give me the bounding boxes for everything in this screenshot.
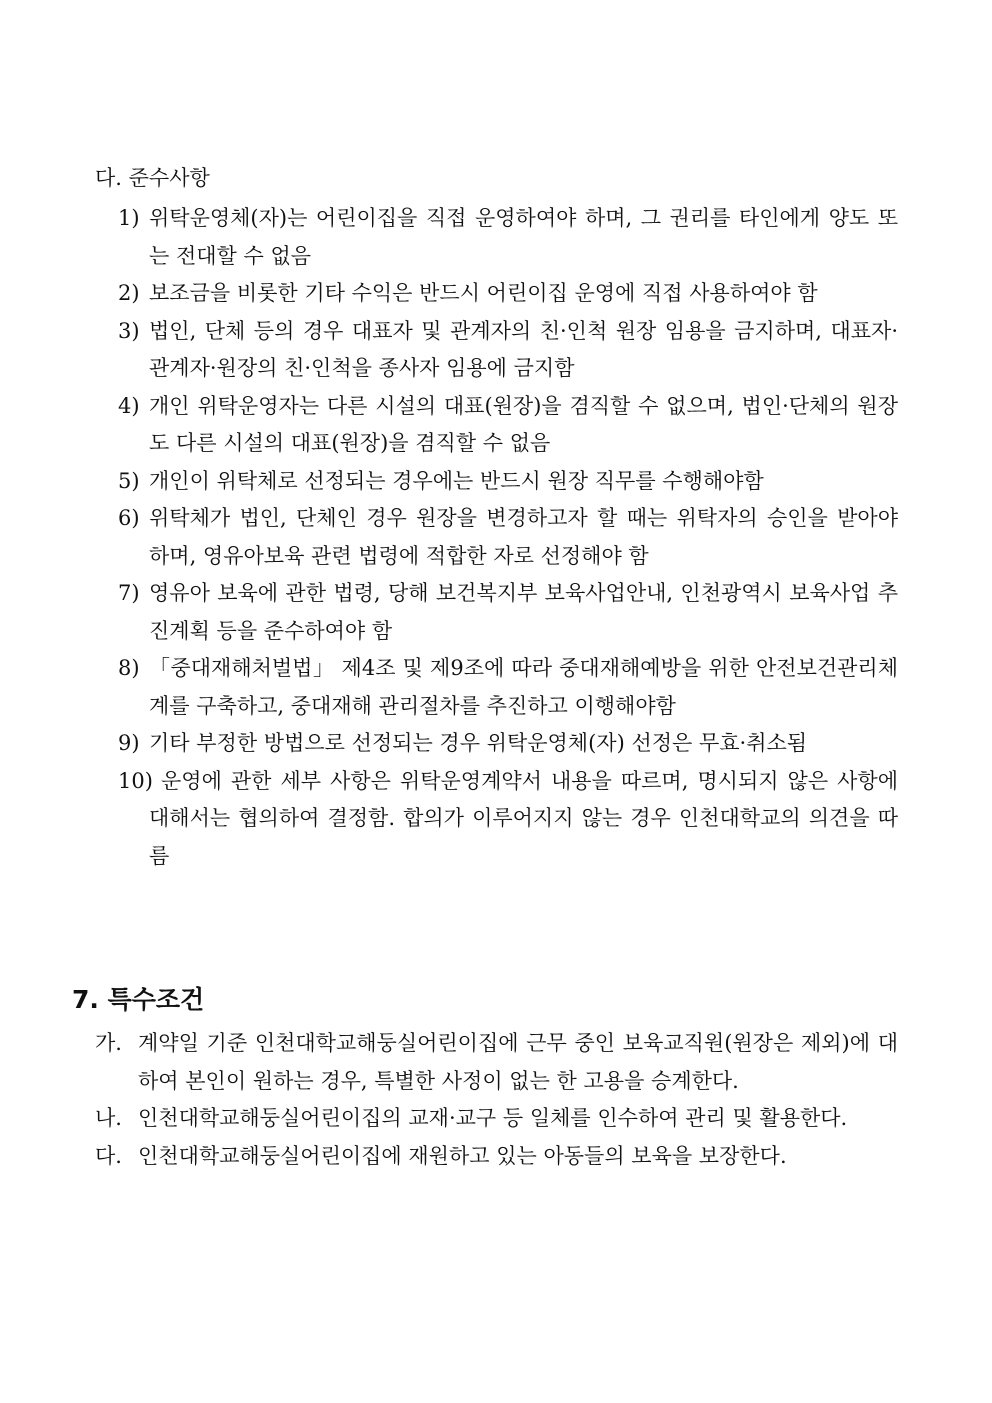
item-number: 다.	[95, 1143, 122, 1168]
item-text: 개인 위탁운영자는 다른 시설의 대표(원장)을 겸직할 수 없으며, 법인·단체의 원장도 다른 시설의 대표(원장)을 겸직할 수 없음	[149, 393, 898, 455]
item-number: 1)	[118, 206, 140, 230]
item-text: 「중대재해처벌법」 제4조 및 제9조에 따라 중대재해예방을 위한 안전보건관리체계를 구축하고, 중대재해 관리절차를 추진하고 이행해야함	[149, 656, 898, 718]
item-text: 위탁운영체(자)는 어린이집을 직접 운영하여야 하며, 그 권리를 타인에게 양도 또는 전대할 수 없음	[149, 206, 898, 268]
list-item	[118, 763, 898, 876]
item-number: 7)	[118, 581, 140, 605]
list-item	[118, 313, 898, 388]
item-text: 위탁체가 법인, 단체인 경우 원장을 변경하고자 할 때는 위탁자의 승인을 받아야 하며, 영유아보육 관련 법령에 적합한 자로 선정해야 함	[149, 506, 898, 568]
item-number: 2)	[118, 281, 140, 305]
item-number: 6)	[118, 506, 140, 530]
item-number: 3)	[118, 318, 140, 343]
list-item	[95, 1100, 898, 1138]
special-conditions-list	[95, 1025, 898, 1175]
item-text: 인천대학교해둥실어린이집의 교재·교구 등 일체를 인수하여 관리 및 활용한다.	[138, 1106, 848, 1130]
list-item	[118, 275, 898, 313]
list-item	[118, 463, 898, 501]
item-text: 개인이 위탁체로 선정되는 경우에는 반드시 원장 직무를 수행해야함	[149, 468, 764, 493]
item-number: 가.	[95, 1031, 122, 1055]
section-heading-special-conditions: 7. 특수조건	[72, 985, 205, 1014]
list-item	[118, 650, 898, 725]
item-number: 4)	[118, 393, 140, 418]
item-text: 기타 부정한 방법으로 선정되는 경우 위탁운영체(자) 선정은 무효·취소됨	[149, 731, 808, 755]
list-item	[118, 500, 898, 575]
item-text: 계약일 기준 인천대학교해둥실어린이집에 근무 중인 보육교직원(원장은 제외)에 대하여 본인이 원하는 경우, 특별한 사정이 없는 한 고용을 승계한다.	[138, 1031, 898, 1093]
list-item	[95, 1138, 898, 1176]
item-number: 나.	[95, 1106, 122, 1130]
item-number: 9)	[118, 731, 140, 755]
list-item	[118, 388, 898, 463]
list-item	[118, 200, 898, 275]
compliance-list	[118, 200, 898, 875]
item-text: 보조금을 비롯한 기타 수익은 반드시 어린이집 운영에 직접 사용하여야 함	[149, 281, 818, 305]
section-heading-compliance: 다. 준수사항	[95, 166, 210, 190]
item-number: 10)	[118, 768, 153, 793]
list-item	[118, 725, 898, 763]
list-item	[118, 575, 898, 650]
item-text: 운영에 관한 세부 사항은 위탁운영계약서 내용을 따르며, 명시되지 않은 사항에 대해서는 협의하여 결정함. 합의가 이루어지지 않는 경우 인천대학교의 의견을 따름	[149, 768, 898, 868]
item-number: 5)	[118, 468, 140, 493]
item-number: 8)	[118, 656, 140, 680]
item-text: 법인, 단체 등의 경우 대표자 및 관계자의 친·인척 원장 임용을 금지하며, 대표자·관계자·원장의 친·인척을 종사자 임용에 금지함	[149, 318, 898, 380]
item-text: 영유아 보육에 관한 법령, 당해 보건복지부 보육사업안내, 인천광역시 보육사업 추진계획 등을 준수하여야 함	[149, 581, 898, 643]
item-text: 인천대학교해둥실어린이집에 재원하고 있는 아동들의 보육을 보장한다.	[138, 1143, 787, 1168]
list-item	[95, 1025, 898, 1100]
